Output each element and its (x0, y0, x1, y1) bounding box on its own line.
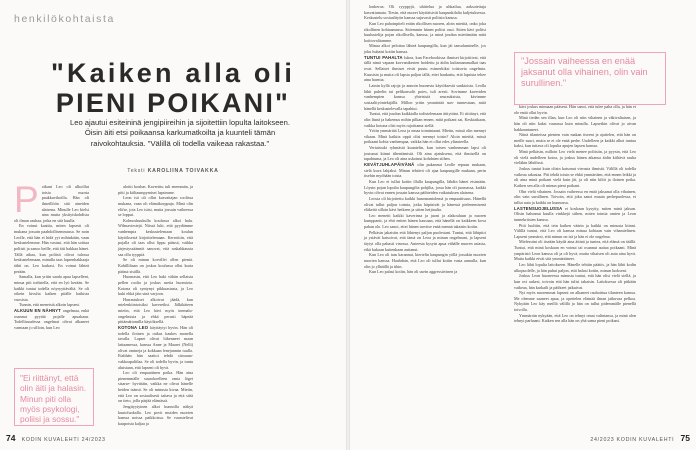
paragraph (364, 128, 486, 145)
paragraph (514, 290, 636, 313)
paragraph (514, 115, 636, 132)
pull-quote-right-text: "Jossain vaiheessa en enää jaksanut olla vihainen, olin vain surullinen." (521, 56, 648, 89)
paragraph (514, 313, 636, 324)
paragraph-text: Tunnin, että meneistä alkoin lapseni. (19, 302, 80, 308)
paragraph-text: Pelkäsin jakaisiin että lähtenyt paljon puolestani. Tuntui, että lähipiiri ja ystävät katsoivat, että tämä on Leoa ja minun ongelmani, ja lapseni täytyi olla pahasti vinossa. Anteesta kysyin apua vähälle nuoren asiasta, eikä kukaan kuitenkaan auttanut. (364, 229, 486, 252)
paragraph (14, 308, 89, 331)
right-column-2 (514, 104, 636, 426)
paragraph-text: Yritin ymmärtää Leoa ja omaa toimintaani. Mietin, missä olin mennyt vikaan. Minä kaikita oppii olisi mennyt toisin? Aloin miettiä, missä poikaani kohta vanhempaa, vaikka hän ei ollut edes yläasteella. (364, 128, 486, 145)
paragraph (514, 206, 636, 223)
subheading-lead-in: KOTONA LEO (118, 325, 151, 331)
right-column-1 (364, 4, 486, 428)
paragraph-text: Kun Leo pahoinpiteli erään rikollisen nuoren, aloin mietitä, onko joka rikollinen kohtaamassa. Sittemmin hänen poliisi osui. Sitten kävi poliisi kuulustelija pojan rikollisella, kanssa, ja minä joudun miettimään mitä koittovalitamme. (364, 20, 486, 43)
left-column-2 (118, 184, 193, 424)
paragraph-text: olin pukannut Leolle repuun mukaan, sielä kuva lahjaksi. Minun tehtävä oli ajaa kaupungille mukaan, perin itsehin myöhään toista. (364, 162, 486, 179)
paragraph-text: Joskus tuntui kuin olisin katsonut vierasta ihmistä. Välillä oli todella vaikeaa rakastaa. Piti tehdä toisin se ehkä ymmärtäen, että ennen leikki ja oli aina minä poikani vielä kuin jäi, ja oli niin kiltti ja iloinen poika. Kaiken sen alla oli minun pieni poikani. (514, 166, 636, 188)
paragraph (514, 132, 636, 149)
paragraph-text: Minua alkoi pelottaa lähteä kaupungilla, kun jäi tansaluminelle, jos joku huhaisi kotiin kanssa. (364, 43, 486, 55)
left-column-1 (14, 179, 89, 362)
pull-quote-left-text: "Ei riittänyt, että olin äiti ja halasin. Minun piti olla myös psykologi, poliisi ja sossu." (20, 373, 87, 424)
subheading-lead-in: TUNTUI PAHALTA (364, 54, 405, 60)
paragraph-text: kävi joskus minuaan pääseni. Hän sanoi, että tulee paha olla, ja hän ei ole enää ollut hyvin. (514, 104, 636, 115)
paragraph (14, 274, 89, 302)
paragraph (364, 230, 486, 253)
headline (0, 60, 346, 117)
paragraph-text: Kun Leo oli taas karannut, kiertelin kaupungin yöllä jossakin nuorten nuorten kanssa. Haahdain, että Leo oli tullut kotiin vasta aamulla, kun olin jo ylhäällä ja itkin. (364, 252, 486, 269)
paragraph-text: Mielessäni oli itseään käydä aina äitinä ja tuntea, että elämä on täällä. Tuntui, että minä koskaan en voinut tai osannut auttaa poikaani. Minä ympäristö Leon kanssa oli ja oli hyvä, mutta vihaisen oli auta aina hyvä. Mutta kaikki eivät sitä ymmärtäneet. (514, 239, 636, 262)
paragraph-text: Leosta oli kirjoitettu kaikki hunomantolemä ja empaattisuus. Hänellä olivat tullut paljon toimia, jotka häpäsivät ja hänessä pielenemisenä eläkeitä silloin kävi hetkeen ja sitten heijtaulta. (364, 195, 486, 213)
paragraph (514, 104, 636, 115)
paragraph-text: Minä tiedän sen illan, kun Leo oli niin vihainen ja väkivaltaisen, ja hän oli niin kaksi vaarassa kuin minulla. Lapsetkin olivat jo aivan hakkaantuneet. (514, 115, 636, 132)
left-page (0, 0, 346, 450)
paragraph-text: Huomasin, että Leo haki vähän sellaista pellen roolia ja joskus aseita huomiota. Kotona oli syntynyt pikkuasiasta, ja Leo kuki ehkä jäin sinä varjoon. (118, 274, 193, 297)
paragraph-text: Olin vielä vihainen. Jossain vaiheessa en enää jaksanut olla vihainen, olin vain surullinen. Toivoin, että joku sanoi muuta perhepuolessa, ei tullut auta ja kaikki on kunnossa. (514, 188, 636, 205)
paragraph (118, 325, 193, 370)
paragraph (14, 179, 89, 223)
paragraph (514, 189, 636, 206)
page-number-left: 74 (6, 433, 16, 443)
paragraph-text: Leo oli empaattinen poika. Hän aina pienemmälle suurokoelleen omia löget sisarse- hyvittäin, vaikka ne olivat hänelle heiden isänsä. Se oli minusta kivaa. Mietin, että Leo on sosiaalisesti taitava ja että siitä on tieto, jolla pärjää elämässä. (118, 370, 193, 404)
paragraph (514, 166, 636, 189)
paragraph (364, 145, 486, 162)
paragraph (118, 404, 193, 427)
paragraph-text: Jengityytyinen alkoi kunnolla näkyä kuutoluokalla. Leo povit muiden nuorten kanssa noissa paikkoissa. Se varastelivat kaupoista kaljaa ja (118, 404, 193, 426)
section-label: henkilökohtaista (14, 13, 115, 25)
paragraph (364, 196, 486, 213)
paragraph (364, 179, 486, 196)
subheading-lead-in: LASTENSUOJELUSSA (514, 205, 565, 211)
paragraph (14, 223, 89, 274)
paragraph (118, 257, 193, 274)
paragraph (364, 21, 486, 44)
byline-prefix: Teksti (127, 168, 146, 174)
paragraph-text: Kolmoshuukulla koulussa alkoi halu. Wilmaviestejä. Niissä luki, että pyydämme vanhempia keskustelemaan koulun käytöksestä kirjoittelemaan. Kerroittin, että pojalla oli taas ollut lippu päässä, vaikka järjestyssäännöt sanovat, että raskahkausta saa ollu tyyppiä. (118, 217, 193, 257)
paragraph (364, 252, 486, 269)
footer-right-text: 24/2023 KODIN KUVALEHTI (590, 437, 675, 443)
paragraph-text: Tuntui, että joudun kaikkialla todistelemaan äitiyttäni. Ei riittänyt, että olin läsnä ja hakemus mihin pilkan ennen, mitä poikani sai, Keskiaikaan, vaikka kotona olisi myös rajoittanut siellä. (364, 111, 486, 128)
footer-left-text: KODIN KUVALEHTI 24/2023 (21, 437, 106, 443)
drop-cap: P (14, 179, 39, 220)
paragraph-text: Lainin kyllä rajoja ja annoin buonesta käytöksestä sankioista. Leolla lähti puhelin tai pelikonsolit poies, tuli aresti. Sovimme kaveriden vanhempien kanssa yhteisistä seurauksista, kävimme sosiaalityöntekijällä. Millon yritin ymmärtää sun- tunnestaan, mitä hänellä keskustelevalla tapahtui. (364, 83, 486, 111)
pull-quote-right (514, 52, 666, 105)
paragraph-text: Samalla, kun yritin saada apua lapselleni, minua piti todistella, että en lyö kerään. Se kaikki tuntui todella nöyryyttävältä. Se oli oikein kivulta kaiken pitälle kaikista vuosista. (14, 274, 89, 302)
paragraph-text: Nyt myös nuoremmat lapseni on alkaneet rauhoittua tilanteen kanssa. Me olemme saaneet apua, ja opettelen elämää ilman jatkuvaa pelkoa. Nykyään Leo käy meillä välillä ja hän on tullut pidemmälle pienellä toivolla. (514, 290, 636, 313)
byline-author: KAROLIINA TOIVAKKA (147, 168, 219, 174)
subheading-lead-in: KEVÄTJUHLAPÄIVÄNÄ (364, 162, 418, 167)
paragraph-text: Pitti luultiin, että tein kaiken väärin ja kaikki on minusta kiinni. Välillä tuntui, että Leo oli kanssa minua kohtaan vain vihamielinen. Lapseni ymmärsi, että minun on isä ja hän ei ole ongelma. (514, 222, 636, 239)
paragraph-text: Leo lähti lopulta laitokseen. Hänelle tehtiin päätös, ja hän lähti kodin ulkopuolelle, ja hän puhui paljon, että halusi kotiin, minun luokseni. (514, 262, 636, 273)
paragraph (364, 55, 486, 83)
paragraph-text: Joskus Leon huoneessa minusta tuntui, että hän olisi vielä siellä, ja kun ovi aukesi, toivoin että hän tulisi takaisin. Laitoksessa oli pitkään vaikeaa, hän karkaili ja päihteet jatkuivat. (514, 273, 636, 290)
paragraph (514, 149, 636, 166)
paragraph-text: aloitti koulun. Kaverittu tuli enemmän, ja pitti ja kiiltaumpymiset lapsimme. (118, 184, 193, 195)
footer-left (2, 433, 106, 443)
paragraph-text: ei koskaan kysytty, miten minä jaksan. Olisin halunnut kuulla vinkkejä siihen, miten toimia omien ja Leon tunnekriisien kanssa. (514, 205, 636, 222)
paragraph-text: lonkeroa. Oli ryyppyjä, uhittelua ja uhkailua, aaksotettuja kasvattumata. Tiesin, että nuoret käyttäisivät kaupunkilalta kuljetuksessa. Keskustelu sosiaalityön kanssa sujuvasti poliisin kanssa. (364, 4, 486, 21)
paragraph-text: oikani Leo oli ulkoillut toisia nuoria paukkuvikoilla. Hän oli ilmeillöön sitä aineiden alaisena. Minulle Leo kielsi aina mutta yksityiskohdista oli ilman rauhaa, jotka en sitä kuulla. (14, 184, 89, 223)
paragraph (364, 269, 486, 275)
byline (0, 168, 346, 174)
paragraph (118, 297, 193, 325)
paragraph-text: Se oli minun korvillei ollen pientä. Kahilliltaan on joskus koulussa ollut kurta pääsui sisällä. (118, 257, 193, 274)
paragraph-text: En voinut kaattia, miten lapsesti oli mukana jossain paahdollisemmassa. Se noin Leolle, että hän ei hidä yyi mihinkään, vaan keskustelemme. Hän vastasi, että hän soittaa poliisit ja sanoo heille, että äiti hakkaa hänet. Tällä aikaa, kun poliisit olivat tulossa keskustelemaan, minulla taas lapsenhakkaaja tähti on. Leo karkasi. En voinut lähteä perään. (14, 223, 89, 274)
pull-quote-left (14, 368, 94, 426)
subheading-lead-in: ALKUUN EN NÄHNYT (14, 308, 63, 314)
page-number-right: 75 (680, 433, 690, 443)
right-page (350, 0, 696, 450)
paragraph (118, 370, 193, 404)
paragraph (514, 262, 636, 273)
paragraph (514, 239, 636, 262)
paragraph-text: Niinä tilanteissa pienten vain makan itseeni ja ajattelen, että hän on meille suuri, mutta se ei ole enää perhe. Uudelleen ja kaikki alkoi tuntua kaksi, kun tuttava oli lopulta apujen lapsen kanssa. (514, 132, 636, 149)
paragraph (364, 83, 486, 111)
paragraph (118, 184, 193, 195)
paragraph (364, 162, 486, 179)
paragraph (118, 274, 193, 297)
headline-line-1: "Kaiken alla oli (50, 58, 296, 88)
paragraph (514, 223, 636, 240)
paragraph-text: Leon isä oli ollut kasvattajan roolissa mukana, vaan oli elämäkorppuja. Minä olin elä'se, jota Leo isäsi, mutta jossain vaiheessa se loppui. (118, 195, 193, 218)
paragraph-text: Ymmärrän nykyään, että Leo on tehnyt omat valintansa, ja minä olen tehnyt parhaani. Kaiken sen alla hän on yhä sama pieni poikani. (514, 312, 636, 324)
paragraph (118, 218, 193, 257)
paragraph-text: Kun Leo palasi kotiin, hän oli usein aggressiivinen ja (369, 269, 458, 275)
paragraph-text: ongelmaa, enkä osannut pyytää pojalle apuakaan. Todellisuudessa ongelmat olivat alkaneet varmaan jo silloin, kun Leo (14, 308, 89, 331)
paragraph-text: Leo menetti kaikki kaverinsa ja juoni ja alakouluun ja nuoren kumppanit, ja ehti eniten hänen kausaan, että hänellä on kaikkeen kova pahan olo. Leo sanoi, ettei hänen tarvitse enää mennä takaisin kotiin. (364, 212, 486, 230)
paragraph (514, 273, 636, 290)
paragraph (364, 213, 486, 230)
paragraph (118, 195, 193, 218)
paragraph (364, 43, 486, 54)
paragraph-text: lukea, kun Facebookissa ihmiset kirjoittivat, että tällä nimä vapaan kavvanikesten hoidettu ja äidin kultamammalkat taas ovat. Sellaiset ihmiset eivät puutu esimerkiksi toistuvia ongelmia. Kuusisin ja muita oli lapsia paljon tällä, ettei haukuttu, että lapsista tekee aina harmia. (364, 54, 486, 83)
footer-right (590, 433, 694, 443)
paragraph-text: Harrastukset alkoivat jäädä, kun mielenkiintoisiksi kavereiksi. Jälkikäteen mietin, että Leo kävi myös tnemalu- ongelmista ja ehkä perusti häpeää pittämättomilla käytöksellä. (118, 296, 193, 325)
paragraph (364, 111, 486, 128)
paragraph-text: Vertaistuki ryhmästä kuuntelin, kun toisen vanhemman lapsi oli joutunut kiinni tihentämistä. Oli aina ajatuksena, että ihmisellä on tapahtuma, ja Leo oli aina uskoinut kohdaten siihen. (364, 145, 486, 162)
paragraph (364, 4, 486, 21)
lead-paragraph: Leo ajautui esiteininä jengipiireihin ja sijoitettiin lopulta laitokseen. Öisin äiti etsi poikaansa karkumatkoilta ja kuunteli tämän raivokohtauksia. "Välillä oli todella vaikeaa rakastaa." (70, 118, 290, 148)
paragraph-text: käyttäytyi hyvin. Hän oli todella iloinen ja raikas kaukes monella tavalla. Lapset olivat liikenneet maan lattaamessa, kanssa Anne ja Maaret (Nelli) olivat omineja ja kokkaan lenejanmin tuulla. Etabhän hän saattoi tehdä sitoaana- vakkoapaliilaa. Se oli todella hyvin, ja tuntu aluistaan, että lapseni oli hyvä. (118, 325, 193, 370)
paragraph-text: Minä pelkäsin, milloin Leo vielä menee poliisiin, ja pyysin, että Leo oli vielä uudelleen kotoa, ja joskus hänen aikansa äidin kiiltävä rauha vieläkin lähdössä. (514, 149, 636, 166)
paragraph-text: Kun Leo ei tullut kotiin illalla kaupungilla, lähdin hänet etsimään. Löysin pojan lopulta kaupungilta pohjilta, jossa hän oli juomassa, kaikki hyvin olivat ennen jossain kanssa päihteiden vaikutuksen alaisena. (364, 178, 486, 196)
headline-line-2: PIENI POIKANI" (55, 88, 291, 118)
